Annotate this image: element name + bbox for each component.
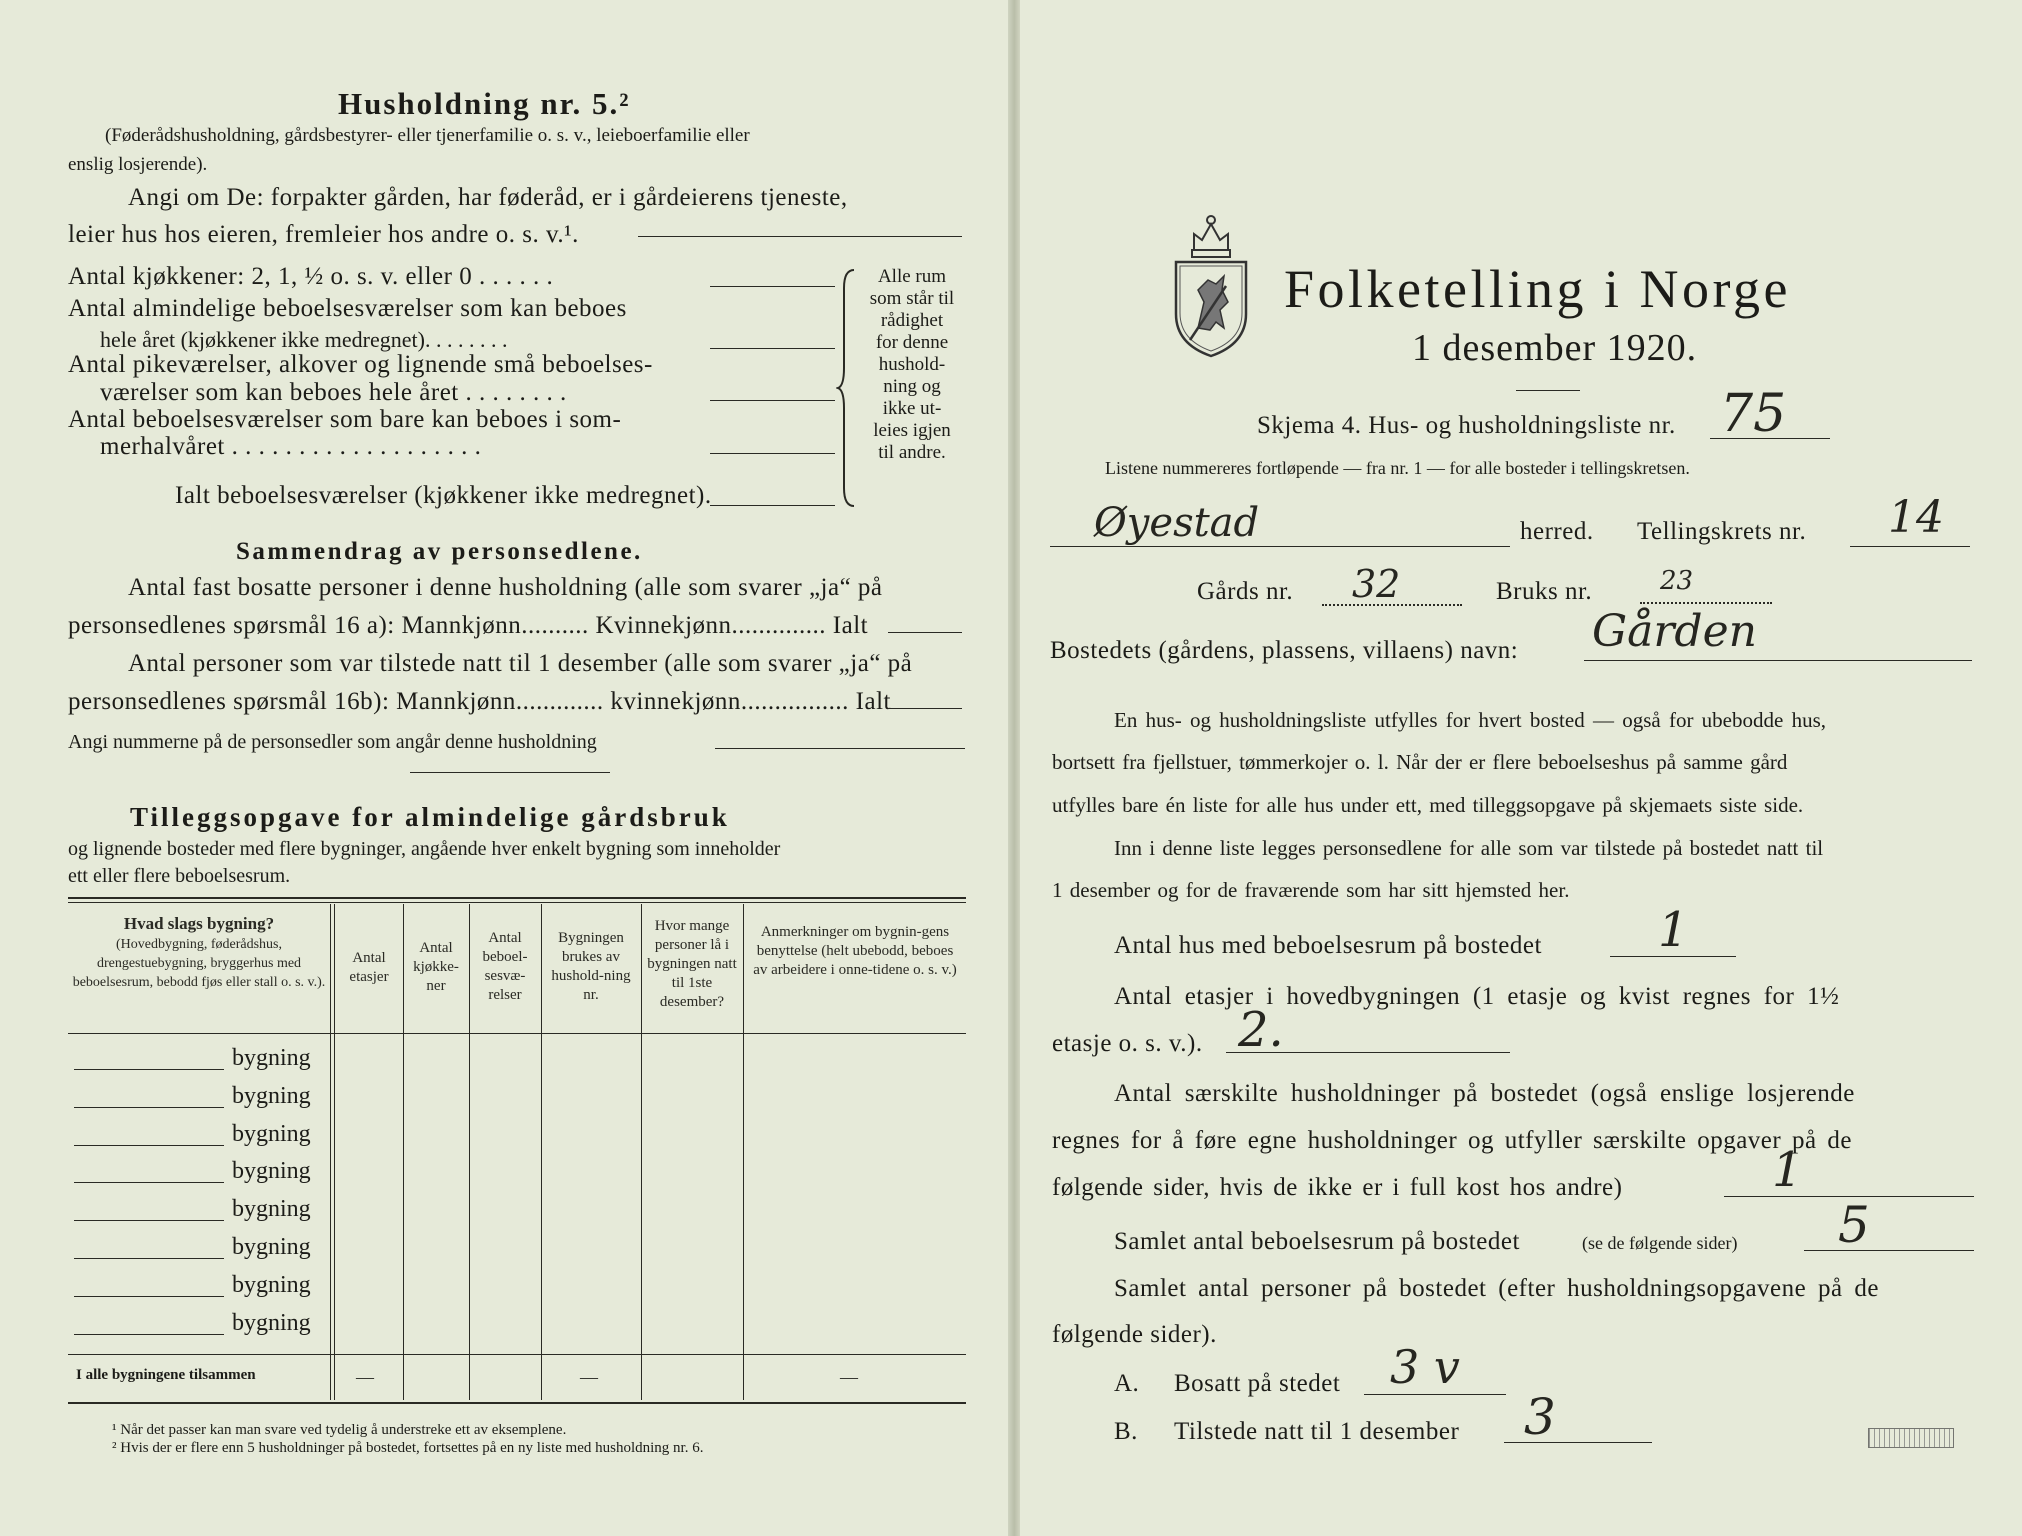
herred-label: herred.	[1520, 518, 1594, 545]
tellingskrets-value[interactable]: 14	[1888, 492, 1944, 543]
household-subtitle-line1: (Føderådshusholdning, gårdsbestyrer- eller tjenerfamilie o. s. v., leieboerfamilie eller	[105, 125, 750, 146]
table-row[interactable]: bygning	[68, 1266, 966, 1304]
left-page	[0, 0, 1010, 1536]
sammendrag-line2: personsedlenes spørsmål 16 a): Mannkjønn.......... Kvinnekjønn.............. Ialt	[68, 612, 869, 639]
header-household-nr: Bygningen brukes av hushold-ning nr.	[551, 930, 631, 1003]
rooms-summer-cont: merhalvåret . . . . . . . . . . . . . . . . . . .	[100, 433, 482, 460]
q1-label: Antal hus med beboelsesrum på bostedet	[1114, 932, 1542, 959]
household-title: Husholdning nr. 5.²	[338, 86, 631, 121]
total-answer-line[interactable]	[710, 505, 835, 506]
table-row[interactable]: bygning	[68, 1228, 966, 1266]
total-rule	[68, 1354, 966, 1355]
bruks-value[interactable]: 23	[1660, 566, 1694, 596]
total-floors-dash: —	[356, 1367, 374, 1387]
rooms-total: Ialt beboelsesværelser (kjøkkener ikke medregnet).	[175, 482, 712, 509]
sammendrag-line1: Antal fast bosatte personer i denne husholdning (alle som svarer „ja“ på	[128, 574, 883, 601]
tillegg-line2: ett eller flere beboelsesrum.	[68, 865, 291, 887]
gards-label: Gårds nr.	[1197, 578, 1294, 605]
right-page	[1020, 0, 2022, 1536]
bosted-answer-line[interactable]	[1584, 660, 1972, 661]
qA-answer-line[interactable]	[1364, 1394, 1506, 1395]
q4-label: Samlet antal beboelsesrum på bostedet	[1114, 1228, 1520, 1255]
skjema-number[interactable]: 75	[1720, 384, 1787, 444]
footnote-1: ¹ Når det passer kan man svare ved tydelig å understreke ett av eksemplene.	[112, 1422, 567, 1438]
header-building-type: Hvad slags bygning? (Hovedbygning, føderådshus, drengestuebygning, bryggerhus med beboelsesrum, bebodd fjøs eller stall o. s. v.).	[72, 914, 326, 990]
curly-brace	[836, 268, 860, 508]
tillegg-line1: og lignende bosteder med flere bygninger, angående hver enkelt bygning som inneholder	[68, 838, 781, 860]
bruks-answer-line[interactable]	[1640, 602, 1772, 604]
qA-label: Bosatt på stedet	[1174, 1370, 1341, 1397]
total-remarks-dash: —	[840, 1367, 858, 1387]
census-title: Folketelling i Norge	[1284, 259, 1791, 319]
small-answer-line[interactable]	[710, 400, 835, 401]
table-row[interactable]: bygning	[68, 1152, 966, 1190]
brace-note: Alle rum som står til rådighet for denne hushold- ning og ikke ut- leies igjen til andre.	[869, 266, 955, 463]
q4-answer-line[interactable]	[1804, 1250, 1974, 1251]
instruction-line4: Inn i denne liste legges personsedlene for alle som var tilstede på bostedet natt til	[1114, 836, 1824, 860]
rooms-small: Antal pikeværelser, alkover og lignende små beboelses-	[68, 351, 653, 378]
bosted-label: Bostedets (gårdens, plassens, villaens) navn:	[1050, 637, 1519, 664]
rooms-ordinary: Antal almindelige beboelsesværelser som kan beboes	[68, 295, 627, 322]
angi-line2: leier hus hos eieren, fremleier hos andre o. s. v.¹.	[68, 221, 579, 248]
table-rows	[68, 1039, 966, 1341]
qB-marker: B.	[1114, 1418, 1138, 1445]
header-floors: Antal etasjer	[349, 950, 389, 985]
tillegg-title: Tilleggsopgave for almindelige gårdsbruk	[130, 802, 730, 832]
header-kitchens: Antal kjøkke-ner	[413, 940, 459, 994]
instruction-line2: bortsett fra fjellstuer, tømmerkojer o. l. Når der er flere beboelseshus på samme gård	[1052, 750, 1788, 774]
skjema-label: Skjema 4. Hus- og husholdningsliste nr.	[1257, 412, 1676, 439]
tellingskrets-answer-line[interactable]	[1850, 546, 1970, 547]
coat-of-arms-icon	[1164, 210, 1258, 360]
rooms-kitchens: Antal kjøkkener: 2, 1, ½ o. s. v. eller 0 . . . . . .	[68, 263, 554, 290]
sammendrag-title: Sammendrag av personsedlene.	[236, 538, 643, 565]
q3-value[interactable]: 1	[1772, 1142, 1803, 1198]
instruction-line5: 1 desember og for de fraværende som har sitt hjemsted her.	[1052, 878, 1570, 902]
tellingskrets-label: Tellingskrets nr.	[1637, 518, 1807, 545]
sammendrag-line5: Angi nummerne på de personsedler som angår denne husholdning	[68, 731, 597, 753]
q3-label-line3: følgende sider, hvis de ikke er i full kost hos andre)	[1052, 1174, 1623, 1201]
q2-label-line1: Antal etasjer i hovedbygningen (1 etasje og kvist regnes for 1½	[1114, 983, 1840, 1010]
angi-answer-line[interactable]	[638, 236, 962, 237]
table-row[interactable]: bygning	[68, 1190, 966, 1228]
herred-value[interactable]: Øyestad	[1094, 500, 1260, 546]
personsedler-answer-line[interactable]	[715, 748, 965, 749]
q5-label-line2: følgende sider).	[1052, 1321, 1217, 1348]
q3-label-line2: regnes for å føre egne husholdninger og utfyller særskilte opgaver på de	[1052, 1127, 1852, 1154]
sammendrag-line3: Antal personer som var tilstede natt til 1 desember (alle som svarer „ja“ på	[128, 650, 913, 677]
bruks-label: Bruks nr.	[1496, 578, 1593, 605]
census-date: 1 desember 1920.	[1412, 327, 1698, 369]
q1-value[interactable]: 1	[1658, 902, 1689, 958]
kitchens-answer-line[interactable]	[710, 286, 835, 287]
q4-label-small: (se de følgende sider)	[1582, 1233, 1738, 1253]
ordinary-answer-line[interactable]	[710, 348, 835, 349]
q3-label-line1: Antal særskilte husholdninger på bostedet (også enslige losjerende	[1114, 1080, 1855, 1107]
instruction-line1: En hus- og husholdningsliste utfylles for hvert bosted — også for ubebodde hus,	[1114, 708, 1826, 732]
qA-marker: A.	[1114, 1370, 1140, 1397]
table-row[interactable]: bygning	[68, 1039, 966, 1077]
table-double-rule	[68, 902, 966, 903]
section-separator	[410, 772, 610, 773]
summer-answer-line[interactable]	[710, 453, 835, 454]
header-persons: Hvor mange personer lå i bygningen natt til 1ste desember?	[647, 918, 737, 1010]
printer-stamp	[1868, 1428, 1954, 1448]
qA-value[interactable]: 3 v	[1390, 1340, 1460, 1394]
table-row[interactable]: bygning	[68, 1077, 966, 1115]
table-row[interactable]: bygning	[68, 1115, 966, 1153]
instruction-line3: utfylles bare én liste for alle hus under ett, med tilleggsopgave på skjemaets siste side.	[1052, 793, 1804, 817]
header-rooms: Antal beboel-sesvæ-relser	[482, 930, 528, 1003]
header-remarks: Anmerkninger om bygnin-gens benyttelse (helt ubebodd, beboes av arbeidere i onne-tidene o. s. v.)	[753, 924, 957, 978]
total-household-dash: —	[580, 1367, 598, 1387]
qB-value[interactable]: 3	[1524, 1388, 1556, 1446]
table-row[interactable]: bygning	[68, 1304, 966, 1342]
title-separator	[1516, 390, 1580, 391]
angi-line1: Angi om De: forpakter gården, har føderåd, er i gårdeierens tjeneste,	[128, 184, 848, 211]
qB-label: Tilstede natt til 1 desember	[1174, 1418, 1460, 1445]
bosted-value[interactable]: Gården	[1592, 606, 1757, 657]
sammendrag-line4: personsedlenes spørsmål 16b): Mannkjønn............. kvinnekjønn................ Ialt	[68, 688, 891, 715]
rooms-small-cont: værelser som kan beboes hele året . . . . . . . .	[100, 379, 567, 406]
gards-value[interactable]: 32	[1352, 562, 1401, 606]
q5-label-line1: Samlet antal personer på bostedet (efter husholdningsopgavene på de	[1114, 1275, 1879, 1302]
buildings-table	[68, 897, 966, 1404]
ialt-16a-line[interactable]	[888, 632, 962, 633]
total-row-label: I alle bygningene tilsammen	[76, 1367, 256, 1383]
household-subtitle-line2: enslig losjerende).	[68, 154, 208, 175]
q4-value[interactable]: 5	[1838, 1196, 1870, 1254]
rooms-summer: Antal beboelsesværelser som bare kan beboes i som-	[68, 406, 622, 433]
rooms-ordinary-cont: hele året (kjøkkener ikke medregnet). . . . . . . .	[100, 327, 508, 352]
header-rule	[68, 1033, 966, 1034]
q2-value[interactable]: 2.	[1238, 1002, 1284, 1058]
numbering-note: Listene nummereres fortløpende — fra nr. 1 — for alle bosteder i tellingskretsen.	[1105, 458, 1690, 478]
ialt-16b-line[interactable]	[888, 708, 962, 709]
footnote-2: ² Hvis der er flere enn 5 husholdninger på bostedet, fortsettes på en ny liste med husholdning nr. 6.	[112, 1440, 704, 1456]
q2-label-line2: etasje o. s. v.).	[1052, 1030, 1203, 1057]
herred-answer-line[interactable]	[1050, 546, 1510, 547]
